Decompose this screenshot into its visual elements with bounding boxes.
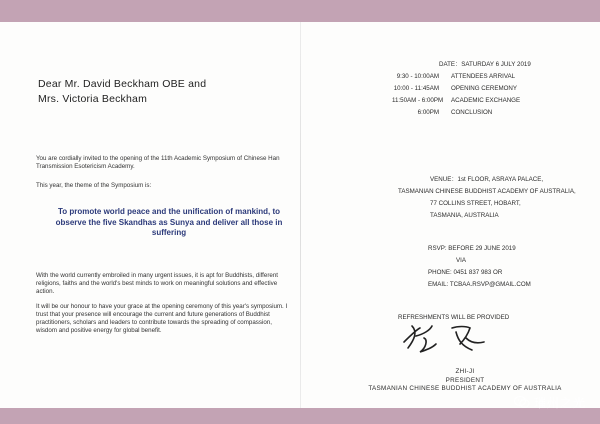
schedule-time: 10:00 - 11:45AM	[393, 85, 439, 92]
schedule-row	[392, 95, 531, 107]
closing-paragraph: It will be our honour to have your grace at the opening ceremony of this year's symposium. I trust that your presence will encourage the current and future generations of Buddhist practitioners, scholars and leaders to contribute towards the spreading of compassion, wisdom and positive energy for global benefit.	[36, 303, 288, 334]
venue-line-4: TASMANIA, AUSTRALIA	[430, 212, 499, 219]
invitation-paragraph: You are cordially invited to the opening of the 11th Academic Symposium of Chinese Han Transmission Esotericism Academy.	[36, 155, 280, 170]
venue	[398, 174, 576, 222]
event-date-text: DATE：SATURDAY 6 JULY 2019	[439, 61, 531, 68]
event-date	[392, 59, 531, 71]
salutation-line-2: Mrs. Victoria Beckham	[38, 93, 148, 105]
refreshments-note: REFRESHMENTS WILL BE PROVIDED	[398, 314, 510, 321]
schedule-event: ATTENDEES ARRIVAL	[451, 73, 516, 80]
schedule-event: OPENING CEREMONY	[451, 85, 518, 92]
schedule	[392, 59, 531, 119]
venue-line-3: 77 COLLINS STREET, HOBART,	[430, 200, 521, 207]
venue-line-2: TASMANIAN CHINESE BUDDHIST ACADEMY OF AUSTRALIA,	[398, 188, 576, 195]
signer-name: ZHI-JI	[455, 368, 475, 375]
card-fold	[300, 22, 301, 408]
rsvp-email: EMAIL: TCBAA.RSVP@GMAIL.COM	[428, 281, 531, 288]
schedule-event: CONCLUSION	[451, 109, 493, 116]
schedule-time: 6:00PM	[417, 109, 439, 116]
rsvp	[398, 243, 531, 291]
signer-organization: TASMANIAN CHINESE BUDDHIST ACADEMY OF AUSTRALIA	[368, 385, 562, 392]
salutation-line-1: Dear Mr. David Beckham OBE and	[38, 78, 207, 90]
schedule-time: 11:50AM - 6:00PM	[392, 97, 444, 104]
schedule-event: ACADEMIC EXCHANGE	[451, 97, 521, 104]
salutation	[38, 77, 288, 107]
rsvp-deadline: RSVP: BEFORE 29 JUNE 2019	[428, 245, 516, 252]
theme-intro-paragraph: This year, the theme of the Symposium is:	[36, 182, 152, 189]
context-paragraph: With the world currently embroiled in many urgent issues, it is apt for Buddhists, different religions, faiths and the world's best minds to work on meaningful solutions and effective action.	[36, 272, 278, 295]
signer-details	[350, 368, 580, 394]
signer-title: PRESIDENT	[445, 376, 485, 384]
wechat-icon	[514, 395, 530, 409]
symposium-theme: To promote world peace and the unification of mankind, to observe the five Skandhas as Sunya and deliver all those in suffering	[55, 207, 283, 237]
schedule-row	[392, 71, 531, 83]
rsvp-phone: PHONE: 0451 837 983 OR	[428, 269, 503, 276]
venue-line-1: VENUE：1st FLOOR, ASRAYA PALACE,	[430, 176, 544, 183]
schedule-row	[392, 107, 531, 119]
watermark	[514, 392, 586, 412]
rsvp-via: VIA	[456, 257, 466, 264]
signature-icon	[400, 318, 490, 358]
schedule-time: 9:30 - 10:00AM	[396, 73, 439, 80]
watermark-text: 璀州之光	[533, 395, 586, 410]
invitation-card	[0, 22, 600, 408]
schedule-row	[392, 83, 531, 95]
